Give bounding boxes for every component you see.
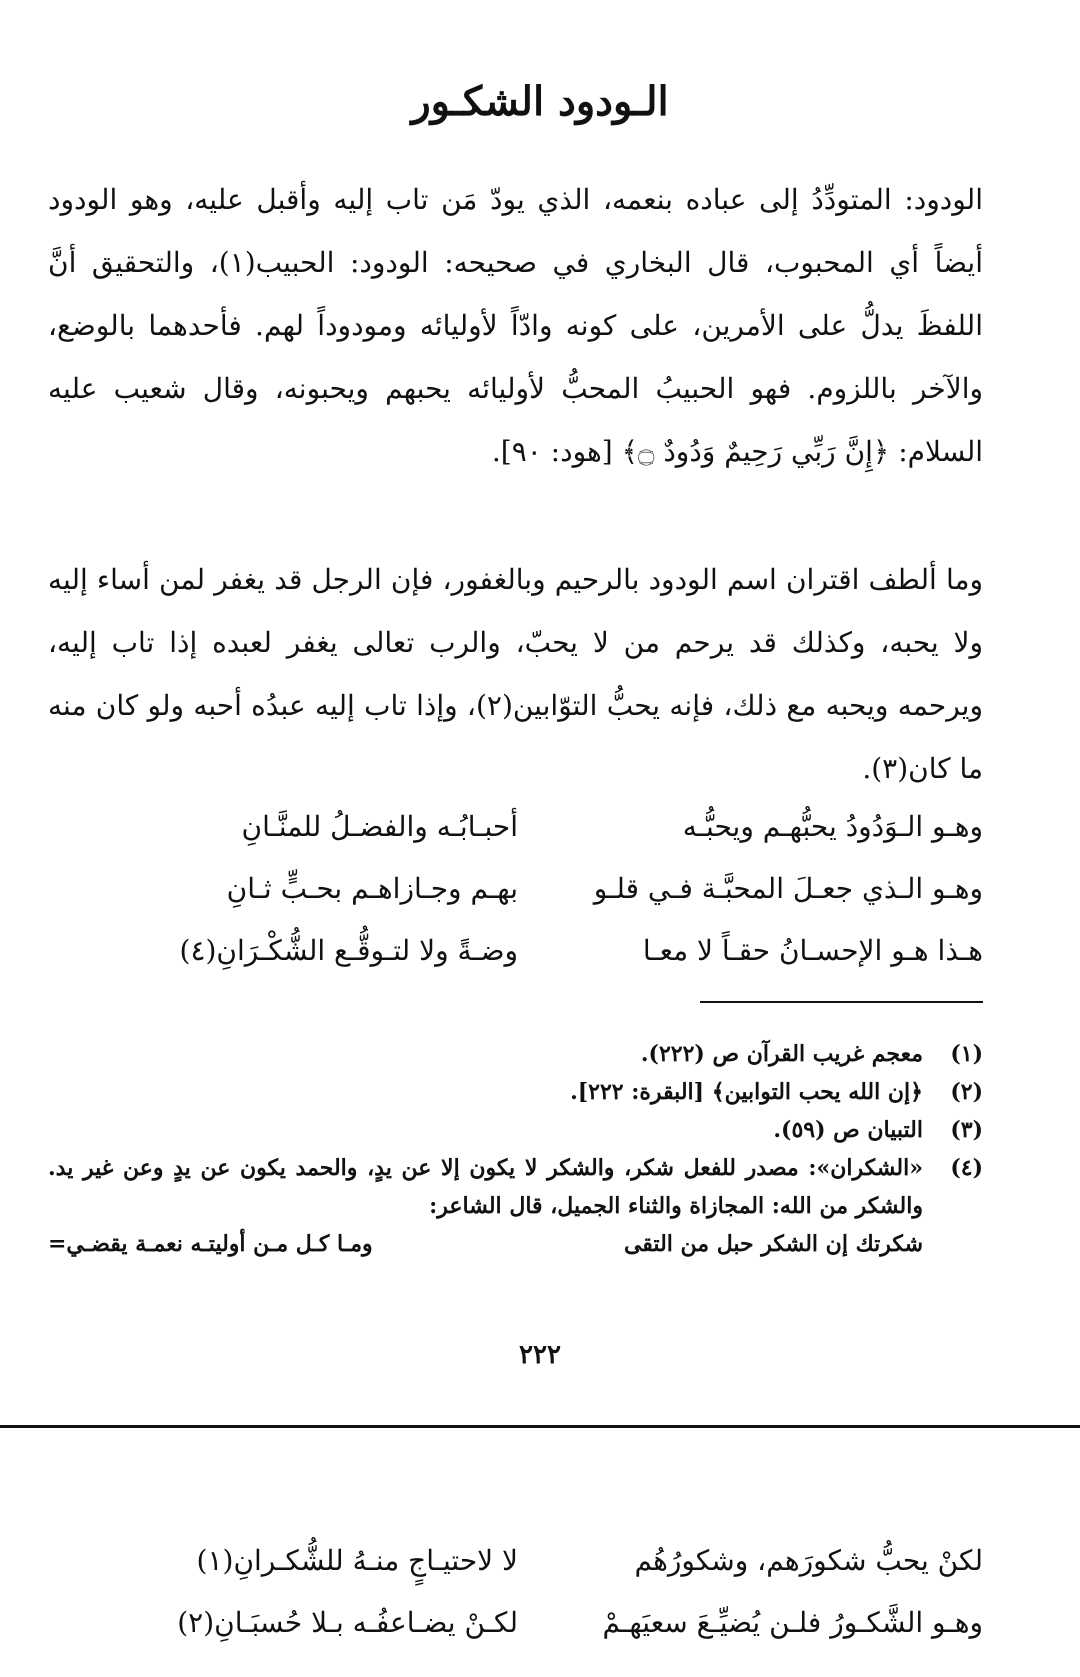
page-number: ٢٢٢ xyxy=(519,1340,561,1370)
poem-2-verse xyxy=(48,1592,983,1654)
footnote-item xyxy=(48,1149,983,1225)
footnote-item xyxy=(48,1035,983,1073)
paragraph-2: وما ألطف اقتران اسم الودود بالرحيم وبالغفور، فإن الرجل قد يغفر لمن أساء إليه ولا يحبه، وكذلك قد يرحم من لا يحبّ، والرب تعالى يغفر لعبده إذا تاب إليه، ويرحمه ويحبه مع ذلك، فإنه يحبُّ التوّابين(٢)، وإذا تاب إليه عبدُه أحبه ولو كان منه ما كان(٣). xyxy=(48,563,983,785)
poem-1-verse xyxy=(48,920,983,982)
poem-1 xyxy=(48,796,983,982)
footnote-number: (١) xyxy=(950,1041,983,1067)
footnote-divider xyxy=(700,1001,983,1003)
footnote-text: «الشكران»: مصدر للفعل شكر، والشكر لا يكون إلا عن يدٍ، والحمد يكون عن يدٍ وعن غير يد. والشكر من الله: المجازاة والثناء الجميل، قال الشاعر: xyxy=(48,1155,923,1219)
poem-1-verse xyxy=(48,858,983,920)
paragraph-1: الودود: المتودِّدُ إلى عباده بنعمه، الذي يودّ مَن تاب إليه وأقبل عليه، وهو الودود أيضاً أي المحبوب، قال البخاري في صحيحه: الودود: الحبيب(١)، والتحقيق أنَّ اللفظَ يدلُّ على الأمرين، على كونه وادّاً لأوليائه ومودوداً لهم. فأحدهما بالوضع، والآخر باللزوم. فهو الحبيبُ المحبُّ لأوليائه يحبهم ويحبونه، وقال شعيب عليه السلام: ﴿إِنَّ رَبِّي رَحِيمٌ وَدُودٌ ۝﴾ [هود: ٩٠]. xyxy=(48,183,983,468)
poem-1-verse xyxy=(48,796,983,858)
verse-first-hemistich: لكنْ يحبُّ شكورَهم، وشكورُهُم xyxy=(634,1544,983,1577)
footnote-verse-first: شكرتك إن الشكر حبل من التقى xyxy=(623,1231,923,1257)
footnote-number: (٣) xyxy=(950,1117,983,1143)
page-title: الـودود الشكـور xyxy=(411,78,669,125)
footnote-number: (٢) xyxy=(950,1079,983,1105)
footnote-item xyxy=(48,1111,983,1149)
poem-2-verse xyxy=(48,1530,983,1592)
footnote-item xyxy=(48,1073,983,1111)
verse-second-hemistich: لكـنْ يضـاعفُـه بـلا حُسبَـانِ(٢) xyxy=(177,1606,518,1639)
page-separator xyxy=(0,1425,1080,1428)
footnote-number: (٤) xyxy=(950,1155,983,1181)
verse-first-hemistich: وهـو الشَّكـورُ فلـن يُضيِّـعَ سعيَهـمْ xyxy=(602,1606,983,1639)
verse-first-hemistich: وهـو الـذي جعـلَ المحبَّـة فـي قلـو xyxy=(593,872,983,905)
footnote-text: معجم غريب القرآن ص (٢٢٢). xyxy=(640,1041,923,1067)
footnotes xyxy=(48,1035,983,1263)
verse-second-hemistich: وضـةً ولا لتـوقُّـع الشُّكْـرَانِ(٤) xyxy=(179,934,518,967)
verse-second-hemistich: لا لاحتيـاجٍ منـهُ للشُّكـرانِ(١) xyxy=(196,1544,518,1577)
footnote-text: ﴿إن الله يحب التوابين﴾ [البقرة: ٢٢٢]. xyxy=(570,1079,923,1105)
footnote-verse-second: ومـا كـل مـن أوليتـه نعمـة يقضـي= xyxy=(48,1231,373,1257)
footnote-text: التبيان ص (٥٩). xyxy=(773,1117,923,1143)
verse-first-hemistich: هـذا هـو الإحسـانُ حقـاً لا معـا xyxy=(642,934,983,967)
verse-second-hemistich: بهـم وجـازاهـم بحـبٍّ ثـانِ xyxy=(226,872,518,905)
verse-second-hemistich: أحبـابُـه والفضـلُ للمنَّـانِ xyxy=(241,810,518,843)
poem-2 xyxy=(48,1530,983,1654)
verse-first-hemistich: وهـو الـوَدُودُ يحبُّهـم ويحبُّـه xyxy=(682,810,983,843)
footnote-verse xyxy=(48,1225,923,1263)
